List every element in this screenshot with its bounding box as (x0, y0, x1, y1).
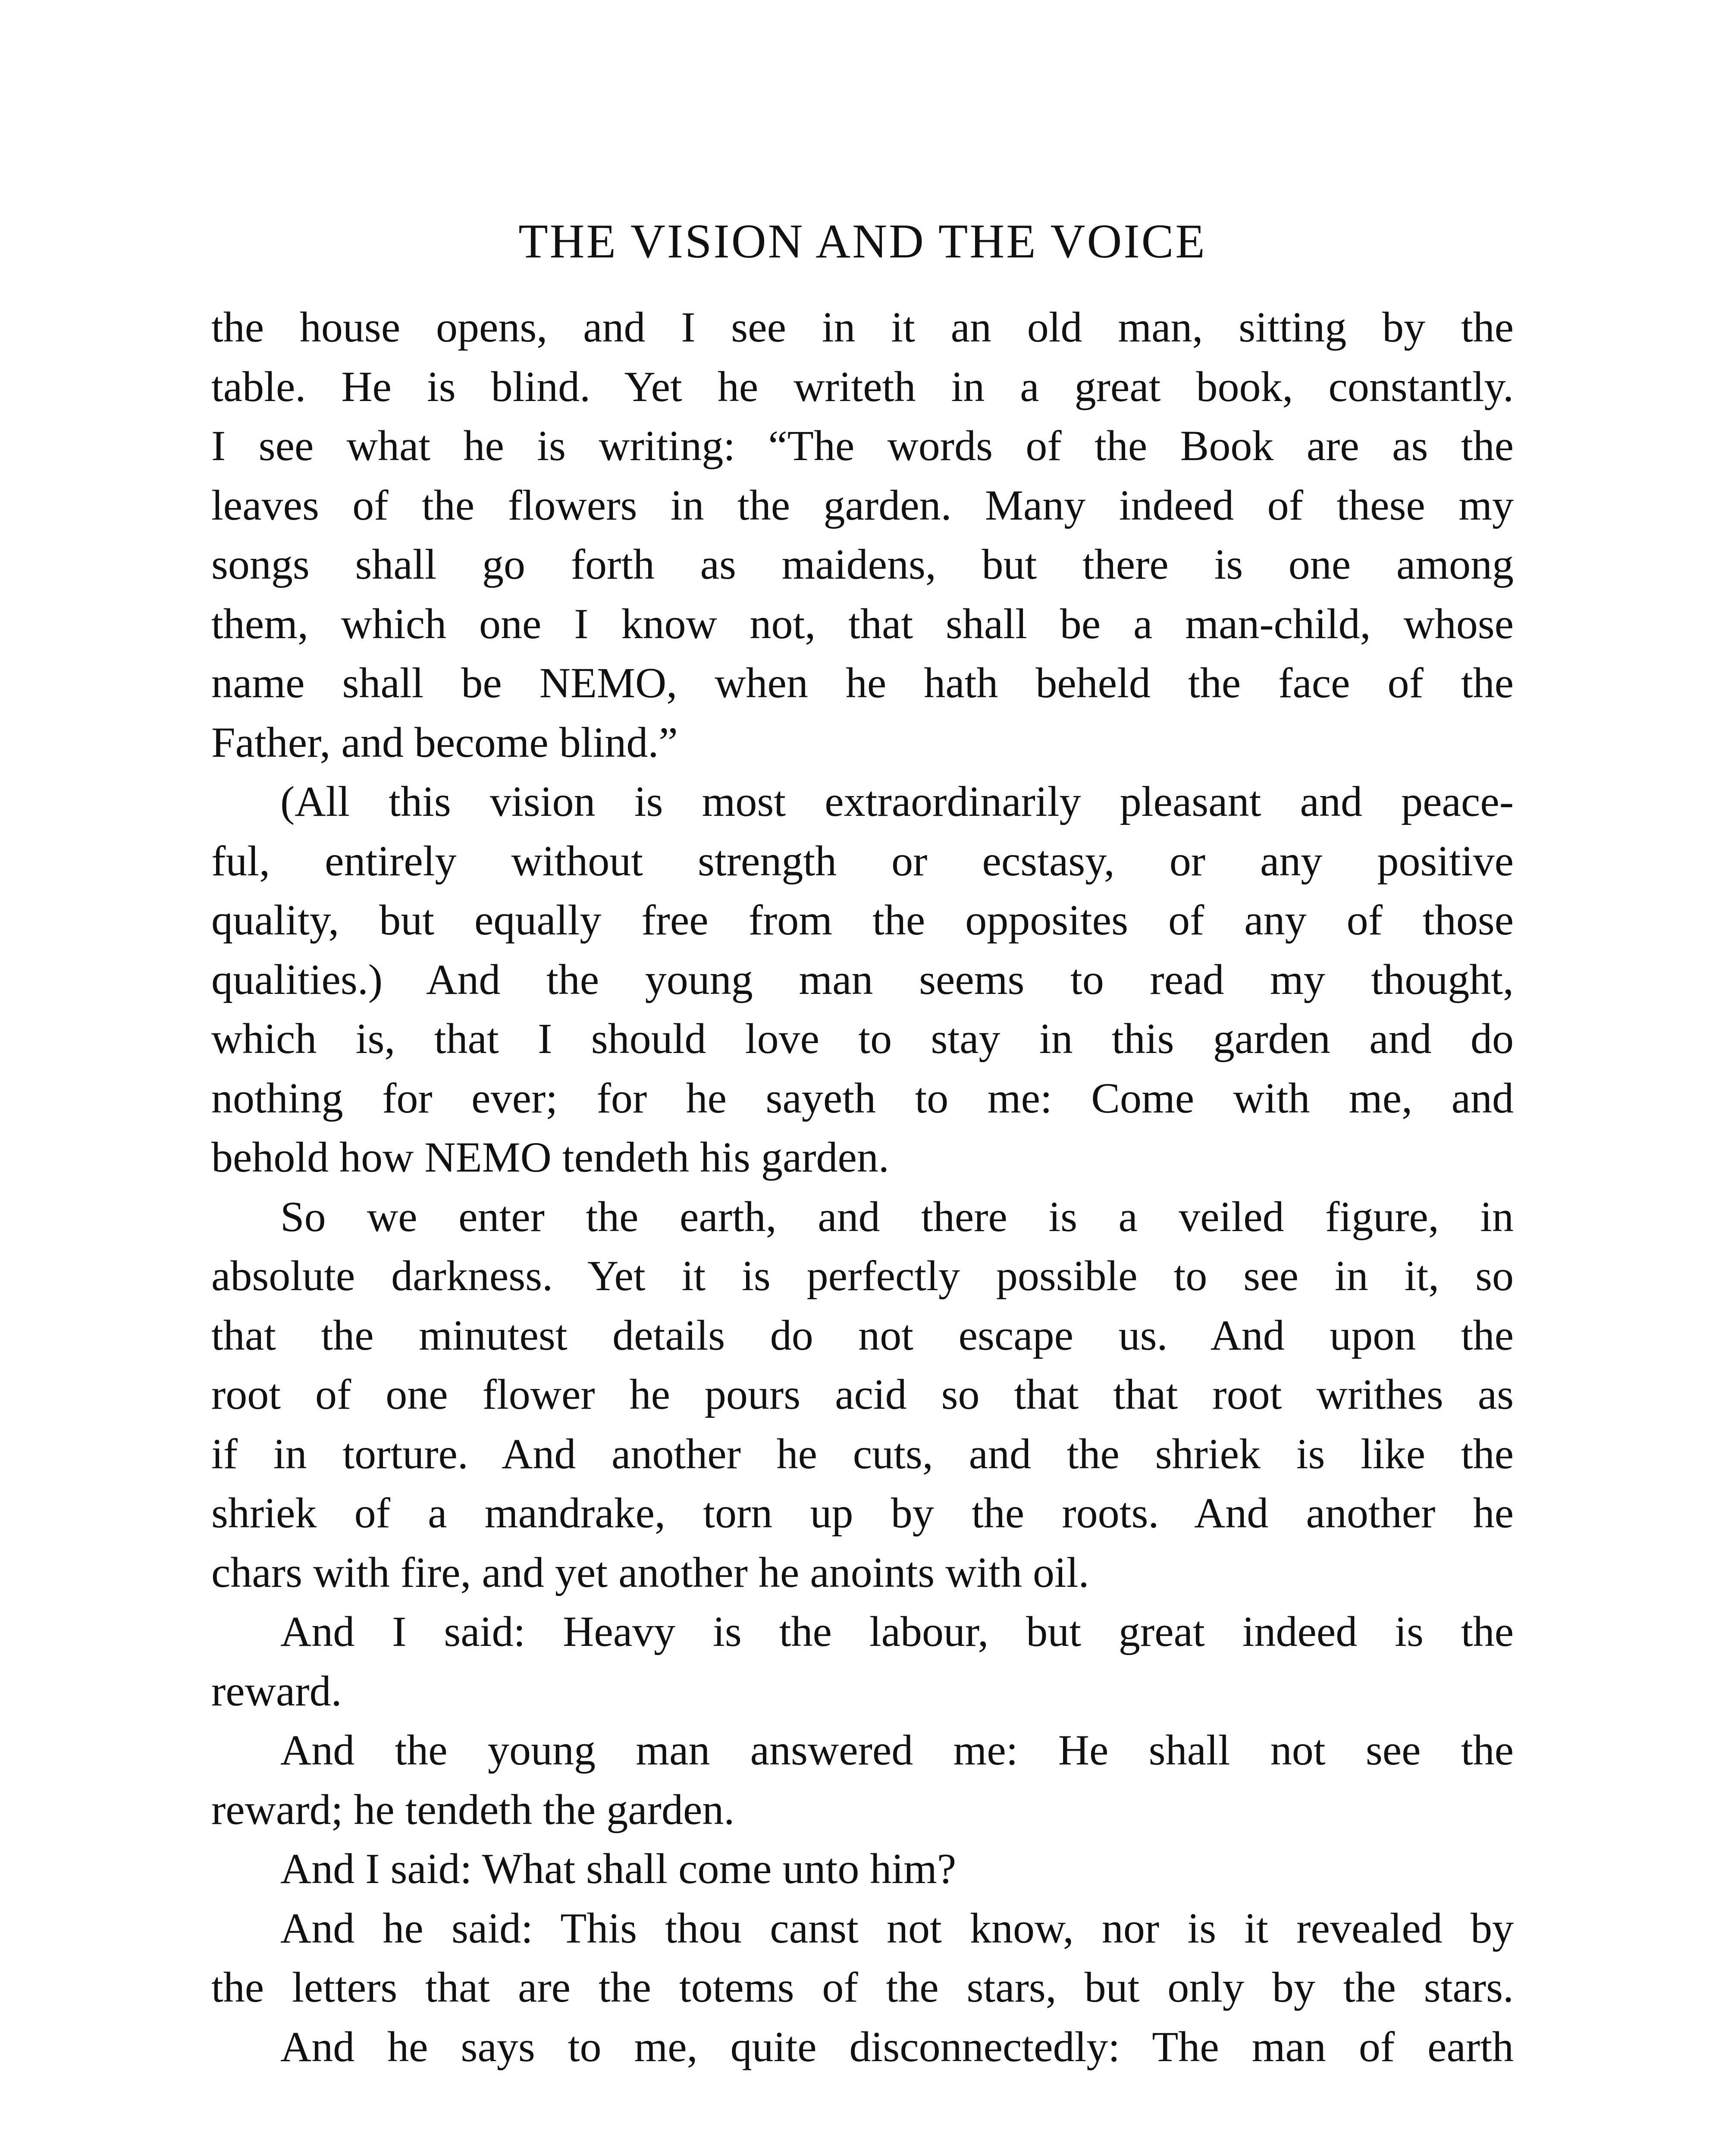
text-line: name shall be NEMO, when he hath beheld the face of the (211, 659, 1514, 707)
text-line: nothing for ever; for he sayeth to me: Come with me, and (211, 1074, 1514, 1122)
text-line: So we enter the earth, and there is a veiled figure, in (280, 1192, 1514, 1241)
text-line: quality, but equally free from the opposites of any of those (211, 896, 1514, 944)
text-line: ful, entirely without strength or ecstasy, or any positive (211, 837, 1514, 885)
text-line: And he says to me, quite disconnectedly: The man of earth (280, 2022, 1514, 2071)
text-line: if in torture. And another he cuts, and the shriek is like the (211, 1429, 1514, 1478)
text-line: And he said: This thou canst not know, nor is it revealed by (280, 1904, 1514, 1952)
text-line: the house opens, and I see in it an old man, sitting by the (211, 303, 1514, 351)
text-line: (All this vision is most extraordinarily pleasant and peace- (280, 777, 1514, 825)
text-line: the letters that are the totems of the stars, but only by the stars. (211, 1963, 1514, 2011)
page-number (211, 2152, 1514, 2156)
text-line: qualities.) And the young man seems to read my thought, (211, 955, 1514, 1003)
text-line: songs shall go forth as maidens, but there is one among (211, 540, 1514, 588)
text-line: table. He is blind. Yet he writeth in a great book, constantly. (211, 362, 1514, 411)
text-line: absolute darkness. Yet it is perfectly possible to see in it, so (211, 1252, 1514, 1300)
body-text (211, 298, 1514, 2076)
text-line: reward. (211, 1667, 342, 1715)
text-line: And I said: Heavy is the labour, but great indeed is the (280, 1608, 1514, 1655)
text-line: reward; he tendeth the garden. (211, 1785, 735, 1833)
text-line: And I said: What shall come unto him? (280, 1845, 957, 1893)
text-line: leaves of the flowers in the garden. Many indeed of these my (211, 481, 1514, 529)
text-line: chars with fire, and yet another he anoints with oil. (211, 1548, 1089, 1596)
text-line: root of one flower he pours acid so that that root writhes as (211, 1370, 1514, 1418)
text-line: shriek of a mandrake, torn up by the roots. And another he (211, 1489, 1514, 1537)
text-line: And the young man answered me: He shall not see the (280, 1726, 1514, 1774)
text-line: Father, and become blind.” (211, 718, 678, 766)
text-line: that the minutest details do not escape us. And upon the (211, 1311, 1514, 1359)
text-line: which is, that I should love to stay in this garden and do (211, 1015, 1514, 1062)
text-line: I see what he is writing: “The words of the Book are as the (211, 422, 1514, 470)
text-line: them, which one I know not, that shall be a man-child, whose (211, 599, 1514, 648)
running-head: THE VISION AND THE VOICE (518, 215, 1207, 268)
text-line: behold how NEMO tendeth his garden. (211, 1133, 889, 1181)
